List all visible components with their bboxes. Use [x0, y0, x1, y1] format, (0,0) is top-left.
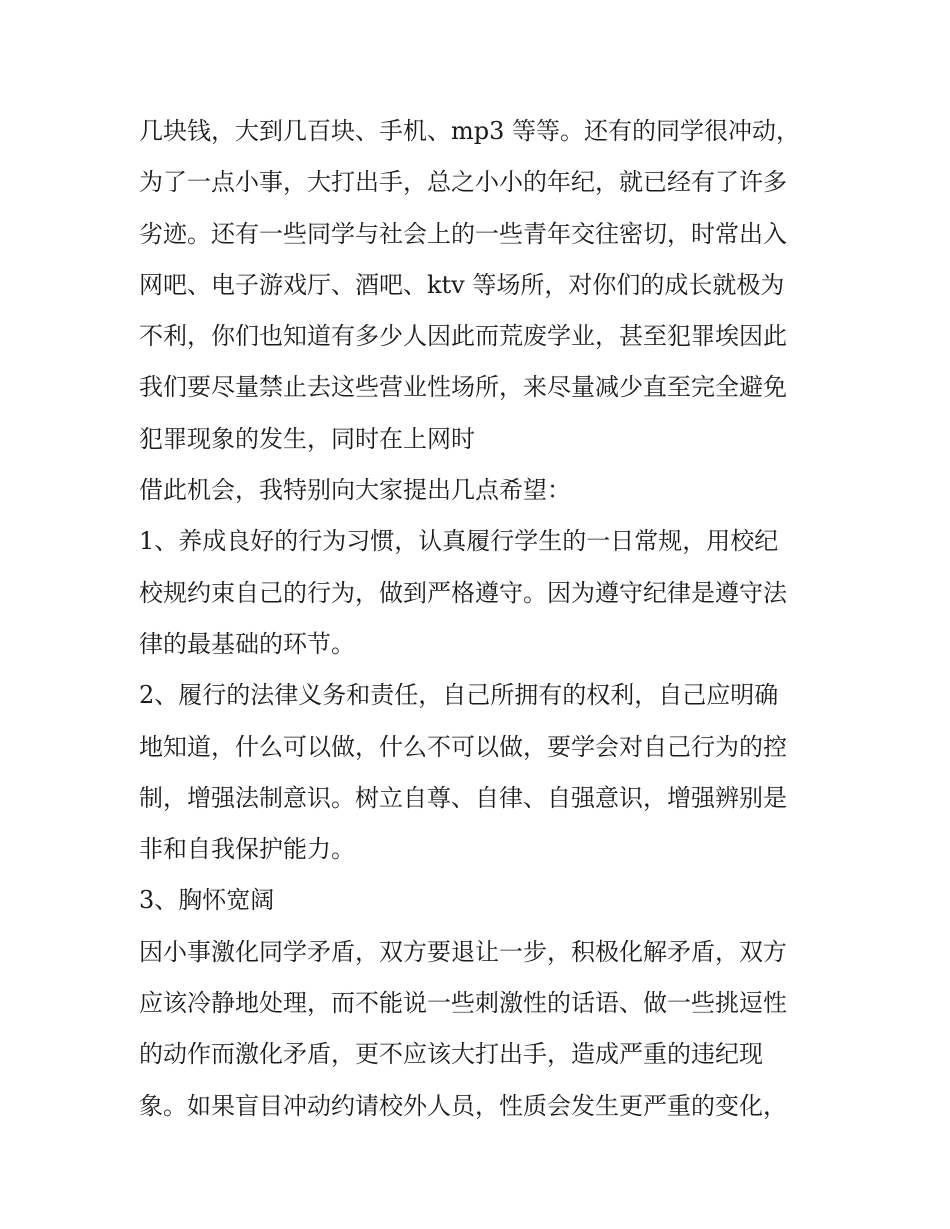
text-line: 为了一点小事，大打出手，总之小小的年纪，就已经有了许多 [139, 168, 787, 197]
text-line: 校规约束自己的行为，做到严格遵守。因为遵守纪律是遵守法 [139, 578, 787, 607]
text-line: 地知道，什么可以做，什么不可以做，要学会对自己行为的控 [139, 732, 787, 761]
list-item-2: 2、履行的法律义务和责任，自己所拥有的权利，自己应明确 [139, 681, 779, 710]
paragraph-intro: 借此机会，我特别向大家提出几点希望： [139, 476, 571, 505]
text-line: 律的最基础的环节。 [139, 629, 355, 658]
text-line: 应该冷静地处理，而不能说一些刺激性的话语、做一些挑逗性 [139, 989, 787, 1018]
text-line: 几块钱，大到几百块、手机、mp3 等等。还有的同学很冲动， [139, 117, 801, 145]
text-line: 犯罪现象的发生，同时在上网时 [139, 424, 475, 453]
text-line: 我们要尽量禁止去这些营业性场所，来尽量减少直至完全避免 [139, 373, 787, 402]
document-body [139, 106, 819, 1132]
list-item-1: 1、养成良好的行为习惯，认真履行学生的一日常规，用校纪 [139, 527, 779, 556]
text-line: 非和自我保护能力。 [139, 835, 355, 864]
text-line: 制，增强法制意识。树立自尊、自律、自强意识，增强辨别是 [139, 783, 787, 812]
list-item-3: 3、胸怀宽阔 [139, 886, 275, 915]
text-line: 劣迹。还有一些同学与社会上的一些青年交往密切，时常出入 [139, 219, 787, 248]
text-line: 的动作而激化矛盾，更不应该大打出手，造成严重的违纪现 [139, 1040, 763, 1069]
text-line: 网吧、电子游戏厅、酒吧、ktv 等场所，对你们的成长就极为 [139, 270, 785, 299]
text-line: 不利，你们也知道有多少人因此而荒废学业，甚至犯罪埃因此 [139, 322, 787, 351]
text-line: 因小事激化同学矛盾，双方要退让一步，积极化解矛盾，双方 [139, 937, 787, 966]
text-line: 象。如果盲目冲动约请校外人员，性质会发生更严重的变化， [139, 1091, 787, 1120]
